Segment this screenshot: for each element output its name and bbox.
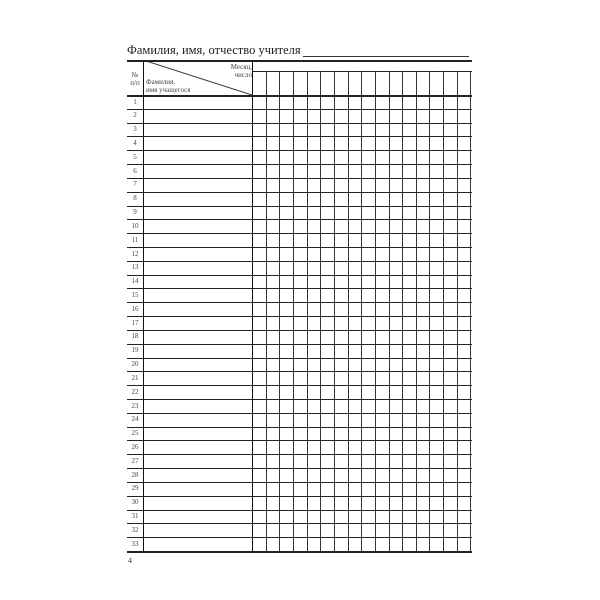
date-column-divider [389,71,390,551]
date-column-divider [293,71,294,551]
name-column-divider [252,60,253,551]
date-column-divider [266,71,267,551]
student-name-cell[interactable] [144,317,251,329]
row-number: 22 [131,387,139,396]
table-top-border [127,60,472,62]
row-number: 32 [131,525,139,534]
student-name-cell[interactable] [144,483,251,495]
col-number-header-line2: п/п [130,79,140,87]
teacher-name-row [127,41,469,57]
student-name-cell[interactable] [144,372,251,384]
student-name-cell[interactable] [144,400,251,412]
student-name-cell[interactable] [144,386,251,398]
table-bottom-border [127,551,472,553]
row-number: 17 [131,318,139,327]
student-name-cell[interactable] [144,165,251,177]
col-number-header [127,71,143,87]
student-name-cell[interactable] [144,303,251,315]
row-number: 30 [131,498,139,507]
date-column-divider [402,71,403,551]
row-number: 7 [133,180,137,189]
student-name-cell[interactable] [144,497,251,509]
row-number: 21 [131,373,139,382]
student-name-cell[interactable] [144,414,251,426]
date-column-divider [307,71,308,551]
date-column-divider [429,71,430,551]
row-number: 12 [131,249,139,258]
row-number: 2 [133,111,137,120]
row-number: 11 [131,235,139,244]
date-column-divider [279,71,280,551]
student-name-cell[interactable] [144,289,251,301]
month-header-line1: Месяц, [230,63,252,71]
row-number: 23 [131,401,139,410]
student-name-header [146,78,190,94]
month-header-line2: число [234,71,252,79]
attendance-table [127,60,472,551]
student-name-cell[interactable] [144,234,251,246]
row-number: 9 [133,208,137,217]
page-number: 4 [128,556,132,565]
row-number: 18 [131,332,139,341]
row-number: 5 [133,152,137,161]
student-name-cell[interactable] [144,524,251,536]
row-number: 28 [131,470,139,479]
date-column-divider [375,71,376,551]
date-column-divider [416,71,417,551]
student-name-cell[interactable] [144,151,251,163]
row-number: 8 [133,194,137,203]
student-name-cell[interactable] [144,331,251,343]
student-name-cell[interactable] [144,193,251,205]
row-number: 3 [133,125,137,134]
student-name-cell[interactable] [144,345,251,357]
row-number: 13 [131,263,139,272]
date-column-divider [470,71,471,551]
student-name-cell[interactable] [144,428,251,440]
student-name-cell[interactable] [144,276,251,288]
student-header-line2: имя учащегося [146,86,191,94]
date-column-divider [348,71,349,551]
row-number: 19 [131,346,139,355]
row-number: 31 [131,512,139,521]
date-column-divider [361,71,362,551]
row-number: 4 [133,138,137,147]
row-number: 6 [133,166,137,175]
row-number: 25 [131,429,139,438]
student-header-line1: Фамилия, [146,78,176,86]
teacher-name-blank-line[interactable] [303,43,469,57]
student-name-cell[interactable] [144,511,251,523]
month-date-header [231,63,252,79]
student-name-cell[interactable] [144,455,251,467]
row-number: 10 [131,221,139,230]
student-name-cell[interactable] [144,110,251,122]
row-number: 24 [131,415,139,424]
row-number: 27 [131,456,139,465]
row-number: 20 [131,360,139,369]
row-number: 14 [131,277,139,286]
student-name-cell[interactable] [144,441,251,453]
row-number: 29 [131,484,139,493]
student-name-cell[interactable] [144,220,251,232]
student-name-cell[interactable] [144,124,251,136]
student-name-cell[interactable] [144,96,251,108]
col-number-header-line1: № [131,71,139,79]
row-number: 16 [131,304,139,313]
student-name-cell[interactable] [144,137,251,149]
date-column-divider [443,71,444,551]
teacher-name-label: Фамилия, имя, отчество учителя [127,43,301,57]
row-number: 1 [133,97,137,106]
student-name-cell[interactable] [144,207,251,219]
row-number: 15 [131,290,139,299]
student-name-cell[interactable] [144,538,251,550]
student-name-cell[interactable] [144,179,251,191]
student-name-cell[interactable] [144,262,251,274]
row-number: 26 [131,442,139,451]
date-column-divider [320,71,321,551]
row-number: 33 [131,539,139,548]
date-column-divider [457,71,458,551]
student-name-cell[interactable] [144,248,251,260]
date-column-divider [334,71,335,551]
student-name-cell[interactable] [144,359,251,371]
student-name-cell[interactable] [144,469,251,481]
